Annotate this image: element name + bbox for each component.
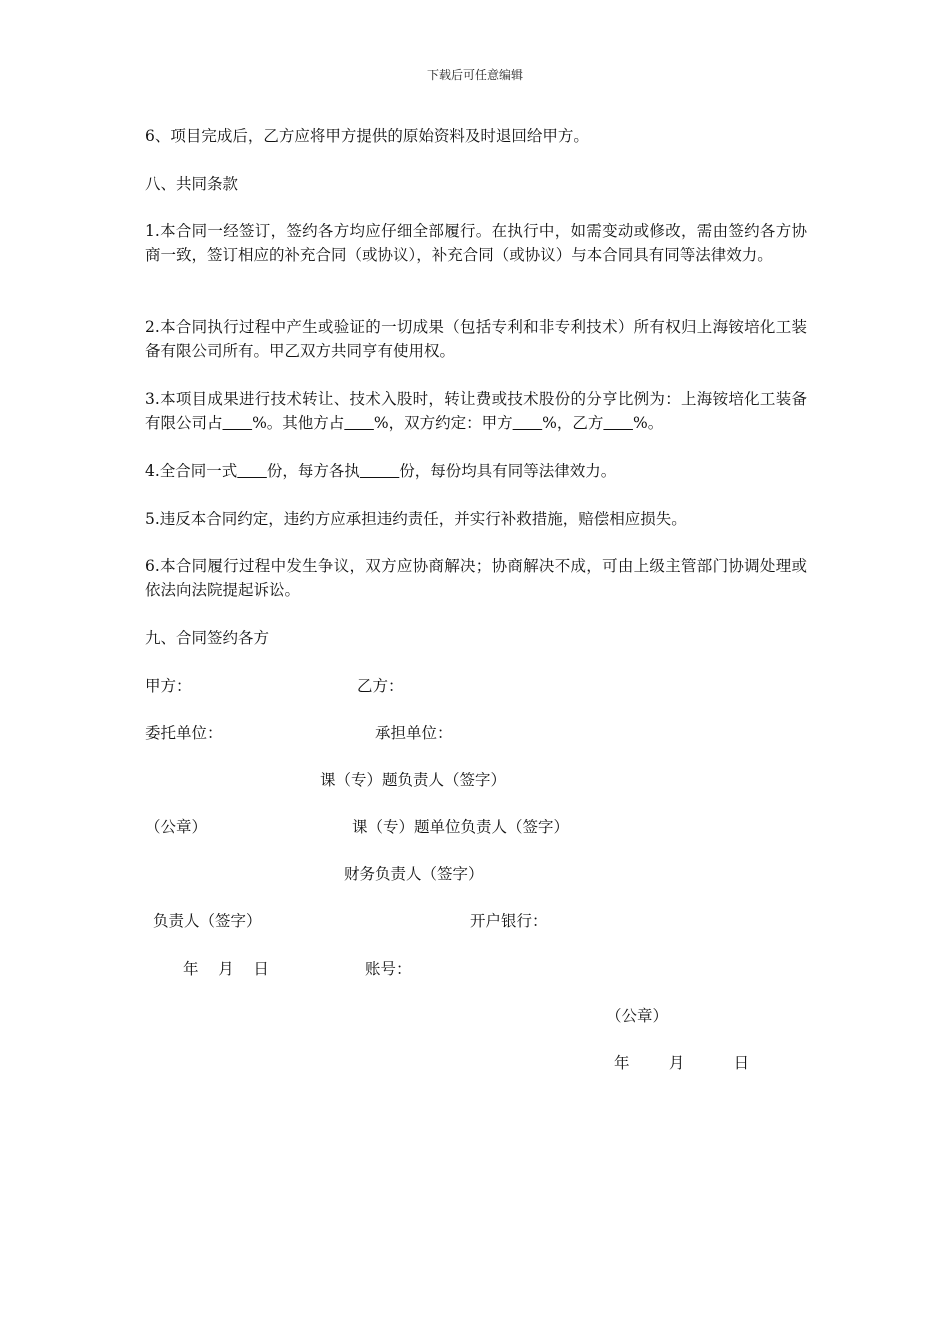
- blank-field: [513, 414, 543, 432]
- clause-4: [145, 459, 807, 483]
- clause-6: 6.本合同履行过程中发生争议，双方应协商解决；协商解决不成，可由上级主管部门协调处理或依法向法院提起诉讼。: [145, 557, 807, 599]
- clause-4-text-1: 4.全合同一式: [145, 462, 238, 480]
- entrusting-unit-label: 委托单位：: [145, 724, 223, 742]
- undertaking-unit-label: 承担单位：: [375, 724, 453, 742]
- section-8-title: 八、共同条款: [145, 175, 239, 193]
- clause-1: 1.本合同一经签订，签约各方均应仔细全部履行。在执行中，如需变动或修改，需由签约各方协商一致，签订相应的补充合同（或协议），补充合同（或协议）与本合同具有同等法律效力。: [145, 222, 807, 264]
- clause-4-text-2: 份，每方各执: [266, 462, 360, 480]
- clause-2: 2.本合同执行过程中产生或验证的一切成果（包括专利和非专利技术）所有权归上海铵培化工装备有限公司所有。甲乙双方共同亨有使用权。: [145, 318, 807, 360]
- date-left: 年 月 日: [183, 960, 269, 978]
- clause-3-text-2: %。其他方占: [252, 414, 345, 432]
- account-label: 账号：: [365, 960, 412, 978]
- clause-3-text-1: 3.本项目成果进行技术转让、技术入股时，转让费或技术股份的分亨比例为：上海铵培化工装备有限公司占: [145, 390, 807, 432]
- section-9-title: 九、合同签约各方: [145, 629, 270, 647]
- seal-left-label: （公章）: [145, 818, 208, 836]
- blank-field: [237, 462, 267, 480]
- bank-label: 开户银行：: [470, 912, 548, 930]
- seal-right-label: （公章）: [606, 1007, 669, 1025]
- blank-field: [344, 414, 374, 432]
- blank-field: [223, 414, 253, 432]
- clause-5: 5.违反本合同约定，违约方应承担违约责任，并实行补救措施，赔偿相应损失。: [145, 510, 687, 528]
- leader-signature-label: 负责人（签字）: [153, 912, 262, 930]
- page-header: 下载后可任意编辑: [426, 68, 523, 82]
- date-right: 年 月 日: [614, 1054, 750, 1072]
- item-6: 6、项目完成后，乙方应将甲方提供的原始资料及时退回给甲方。: [145, 127, 589, 145]
- blank-field: [603, 414, 633, 432]
- project-leader-signature-label: 课（专）题负责人（签字）: [320, 771, 507, 789]
- project-unit-leader-signature-label: 课（专）题单位负责人（签字）: [352, 818, 570, 836]
- clause-3-text-3: %，双方约定：甲方: [373, 414, 513, 432]
- finance-leader-signature-label: 财务负责人（签字）: [344, 865, 484, 883]
- party-b-label: 乙方：: [357, 677, 404, 695]
- blank-field: [360, 462, 399, 480]
- party-a-label: 甲方：: [145, 677, 192, 695]
- clause-4-text-3: 份，每份均具有同等法律效力。: [399, 462, 617, 480]
- clause-3-text-4: %，乙方: [542, 414, 604, 432]
- clause-3-text-5: %。: [632, 414, 664, 432]
- clause-3: [145, 387, 807, 435]
